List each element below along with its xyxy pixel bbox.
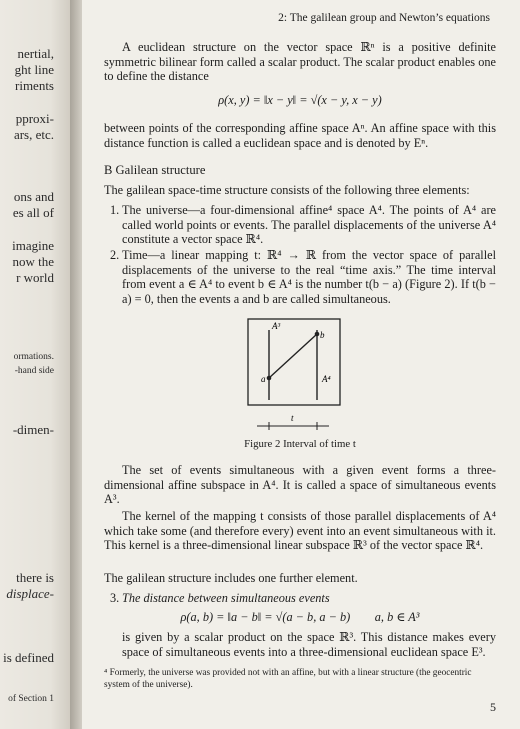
left-fragment: r world — [16, 270, 54, 285]
left-fragment: of Section 1 — [8, 694, 54, 704]
label-a: a — [261, 374, 266, 384]
paragraph-galilean-elements: The galilean space-time structure consists of the following three elements: — [104, 183, 470, 197]
section-heading: B Galilean structure — [104, 163, 206, 177]
left-fragment: ght line — [14, 62, 54, 77]
figure-time-interval — [247, 318, 419, 436]
left-fragment: pproxi- — [15, 111, 54, 126]
left-fragment: ormations. — [13, 352, 54, 362]
list-number: 2. — [110, 248, 120, 262]
figure-frame — [248, 319, 340, 405]
label-a3: A³ — [272, 321, 281, 331]
left-fragment: nertial, — [17, 46, 54, 61]
left-fragment: is defined — [3, 650, 54, 665]
page-number: 5 — [490, 700, 496, 714]
paragraph-affine-space: between points of the corresponding affine space Aⁿ. An affine space with this distance function is called a euclidean space and is denoted by Eⁿ. — [104, 121, 496, 150]
paragraph-simultaneous-set: The set of events simultaneous with a given event forms a three-dimensional affine subspace in A⁴. It is called a space of simultaneous events A³. — [104, 463, 496, 507]
list-item-text: Time—a linear mapping t: ℝ⁴ → ℝ from the vector space of parallel displacements of the universe to the real “time axis.” The time interval from event a ∈ A⁴ to event b ∈ A⁴ is the number t(b − a) (Figure 2). If t(b − a) = 0, then the events a and b are called simultaneous. — [122, 248, 496, 306]
paragraph-kernel: The kernel of the mapping t consists of those parallel displacements of A⁴ which take some (and therefore every) event into an event simultaneous with it. This kernel is a three-dimensional linear subspace ℝ³ of the vector space ℝ⁴. — [104, 509, 496, 553]
list-item-universe — [110, 203, 496, 247]
list-number: 3. — [110, 591, 120, 605]
left-fragment: es all of — [12, 205, 54, 220]
event-a-point — [267, 376, 272, 381]
left-page-edge — [0, 0, 72, 729]
paragraph-euclidean-structure: A euclidean structure on the vector space ℝⁿ is a positive definite symmetric bilinear form called a scalar product. The scalar product enables one to define the distance — [104, 40, 496, 84]
paragraph-further-element: The galilean structure includes one further element. — [104, 571, 358, 585]
left-fragment: ons and — [13, 189, 54, 204]
left-fragment: ars, etc. — [13, 127, 54, 142]
left-fragment: there is — [16, 570, 54, 585]
right-page — [82, 0, 520, 729]
distance-equation: ρ(x, y) = ‖x − y‖ = √(x − y, x − y) — [218, 93, 382, 107]
event-b-point — [315, 332, 320, 337]
list-item-distance — [110, 591, 496, 606]
list-number: 1. — [110, 203, 120, 217]
running-head: 2: The galilean group and Newton’s equations — [278, 12, 490, 24]
footnote: ⁴ Formerly, the universe was provided not with an affine, but with a linear structure (the geocentric system of the universe). — [104, 668, 472, 690]
left-fragment: -hand side — [14, 366, 54, 376]
paragraph-scalar-product — [110, 630, 496, 659]
left-fragment: riments — [15, 78, 54, 93]
displacement-arrow — [269, 334, 317, 378]
simultaneous-distance-equation: ρ(a, b) = ‖a − b‖ = √(a − b, a − b) a, b ∈ A³ — [180, 610, 420, 624]
list-item-text: The distance between simultaneous events — [122, 591, 330, 605]
paragraph-text: is given by a scalar product on the space ℝ³. This distance makes every space of simultaneous events into a three-dimensional euclidean space E³. — [122, 630, 496, 659]
left-fragment: displace- — [6, 586, 54, 601]
list-item-text: The universe—a four-dimensional affine⁴ space A⁴. The points of A⁴ are called world points or events. The parallel displacements of the universe A⁴ constitute a vector space ℝ⁴. — [122, 203, 496, 247]
left-fragment: now the — [12, 254, 54, 269]
label-b: b — [320, 330, 325, 340]
label-a4: A⁴ — [322, 374, 331, 384]
left-fragment: -dimen- — [12, 422, 54, 437]
figure-caption: Figure 2 Interval of time t — [244, 438, 356, 450]
label-t: t — [291, 413, 294, 423]
left-fragment: imagine — [12, 238, 54, 253]
list-item-time — [110, 248, 496, 306]
